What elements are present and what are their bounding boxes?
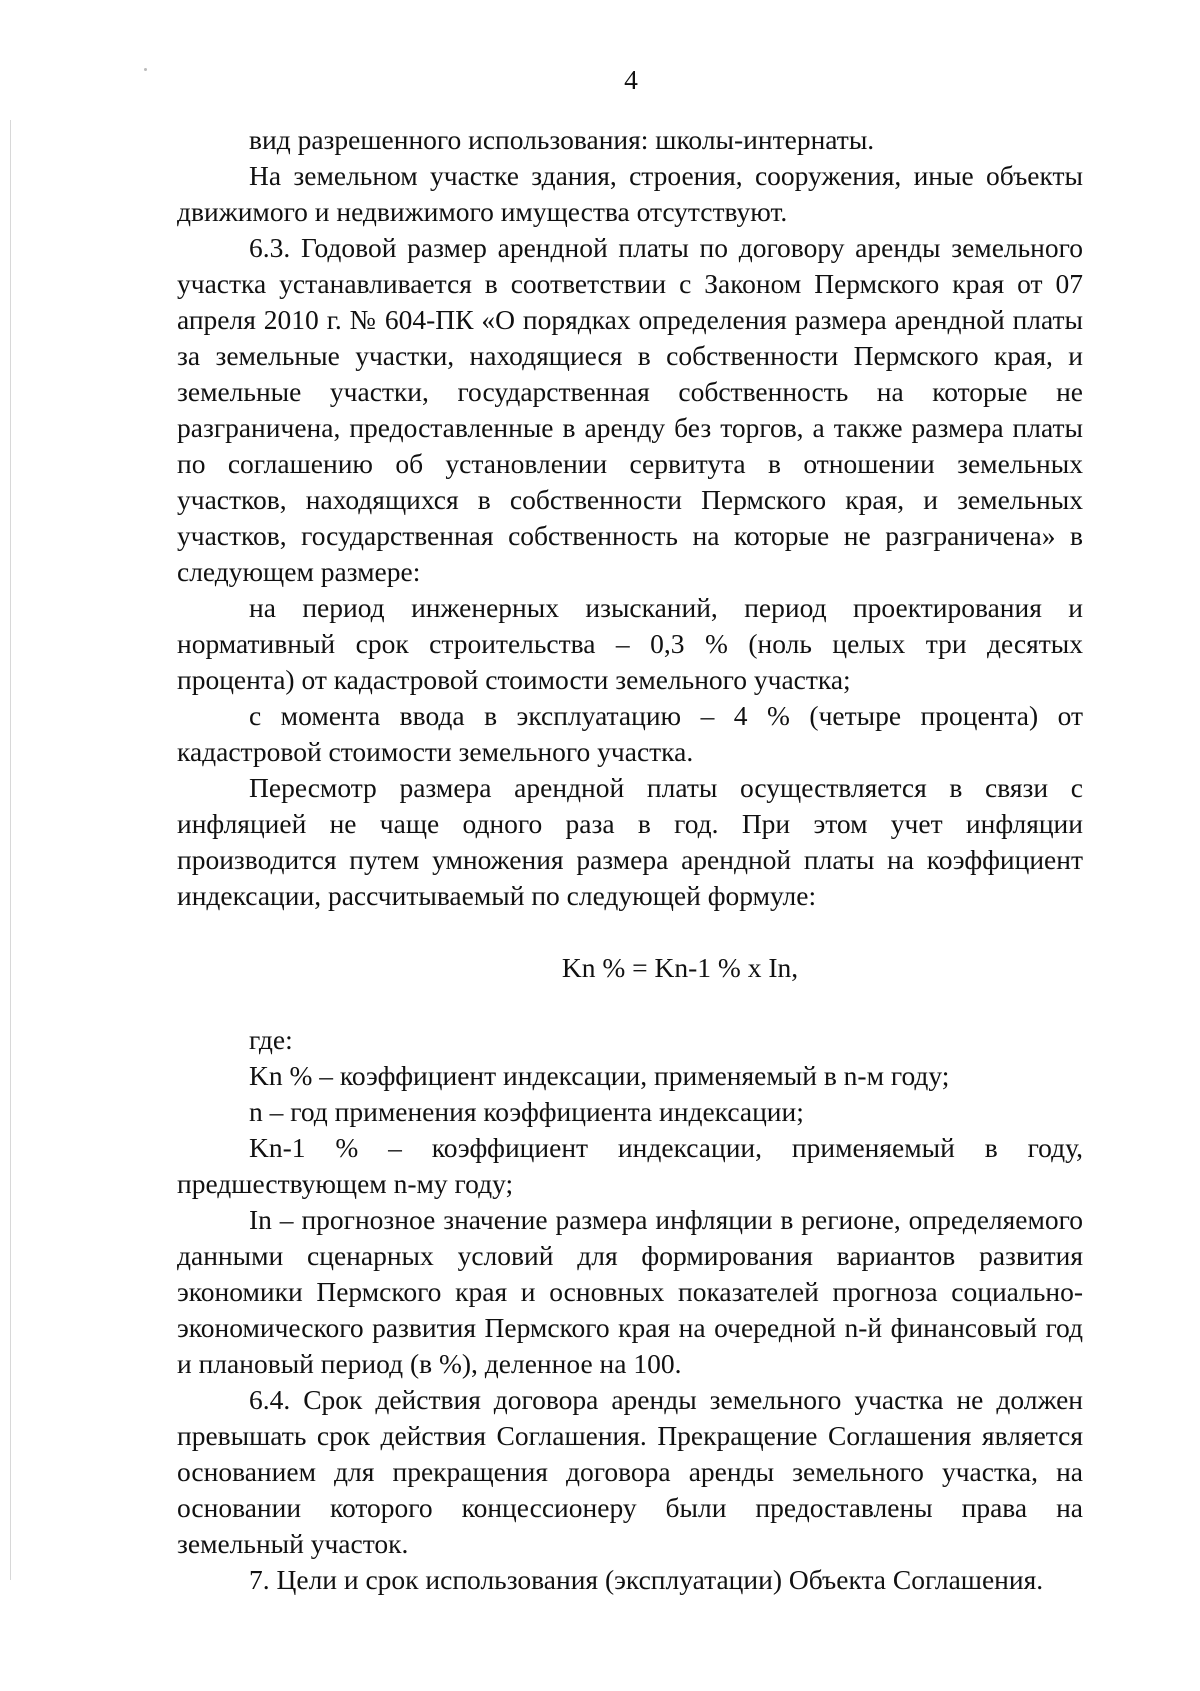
document-body xyxy=(177,122,1083,1598)
paragraph-6-4-lease-term: 6.4. Срок действия договора аренды земельного участка не должен превышать срок действия Соглашения. Прекращение Соглашения является основанием для прекращения договора аренды земельного участка, на основании которого концессионеру были предоставлены права на земельный участок. xyxy=(177,1384,1083,1559)
definition-kn-1: Kn-1 % – коэффициент индексации, применяемый в году, предшествующем n-му году; xyxy=(177,1132,1083,1199)
paragraph-no-objects: На земельном участке здания, строения, сооружения, иные объекты движимого и недвижимого имущества отсутствуют. xyxy=(177,160,1083,227)
scan-edge-line xyxy=(10,120,11,1580)
definition-in: In – прогнозное значение размера инфляции в регионе, определяемого данными сценарных условий для формирования вариантов развития экономики Пермского края и основных показателей прогноза социально-экономического развития Пермского края на очередной n-й финансовый год и плановый период (в %), деленное на 100. xyxy=(177,1204,1083,1379)
paragraph-rate-operation: с момента ввода в эксплуатацию – 4 % (четыре процента) от кадастровой стоимости земельного участка. xyxy=(177,700,1083,767)
paragraph-permitted-use: вид разрешенного использования: школы-интернаты. xyxy=(249,124,875,155)
paragraph-6-3-rent-size: 6.3. Годовой размер арендной платы по договору аренды земельного участка устанавливается в соответствии с Законом Пермского края от 07 апреля 2010 г. № 604-ПК «О порядках определения размера арендной платы за земельные участки, находящиеся в собственности Пермского края, и земельные участки, государственная собственность на которые не разграничена, предоставленные в аренду без торгов, а также размера платы по соглашению об установлении сервитута в отношении земельных участков, находящихся в собственности Пермского края, и земельных участков, государственная собственность на которые не разграничена» в следующем размере: xyxy=(177,232,1083,587)
definition-kn: Kn % – коэффициент индексации, применяемый в n-м году; xyxy=(249,1060,950,1091)
paragraph-7-purpose-heading: 7. Цели и срок использования (эксплуатации) Объекта Соглашения. xyxy=(249,1564,1044,1595)
page-number: 4 xyxy=(624,64,638,95)
indexation-formula: Kn % = Kn-1 % x In, xyxy=(561,952,799,983)
paragraph-where: где: xyxy=(249,1024,293,1055)
paragraph-inflation-revision: Пересмотр размера арендной платы осуществляется в связи с инфляцией не чаще одного раза в год. При этом учет инфляции производится путем умножения размера арендной платы на коэффициент индексации, рассчитываемый по следующей формуле: xyxy=(177,772,1083,911)
paragraph-rate-construction: на период инженерных изысканий, период проектирования и нормативный срок строительства – 0,3 % (ноль целых три десятых процента) от кадастровой стоимости земельного участка; xyxy=(177,592,1083,695)
definition-n: n – год применения коэффициента индексации; xyxy=(249,1096,804,1127)
